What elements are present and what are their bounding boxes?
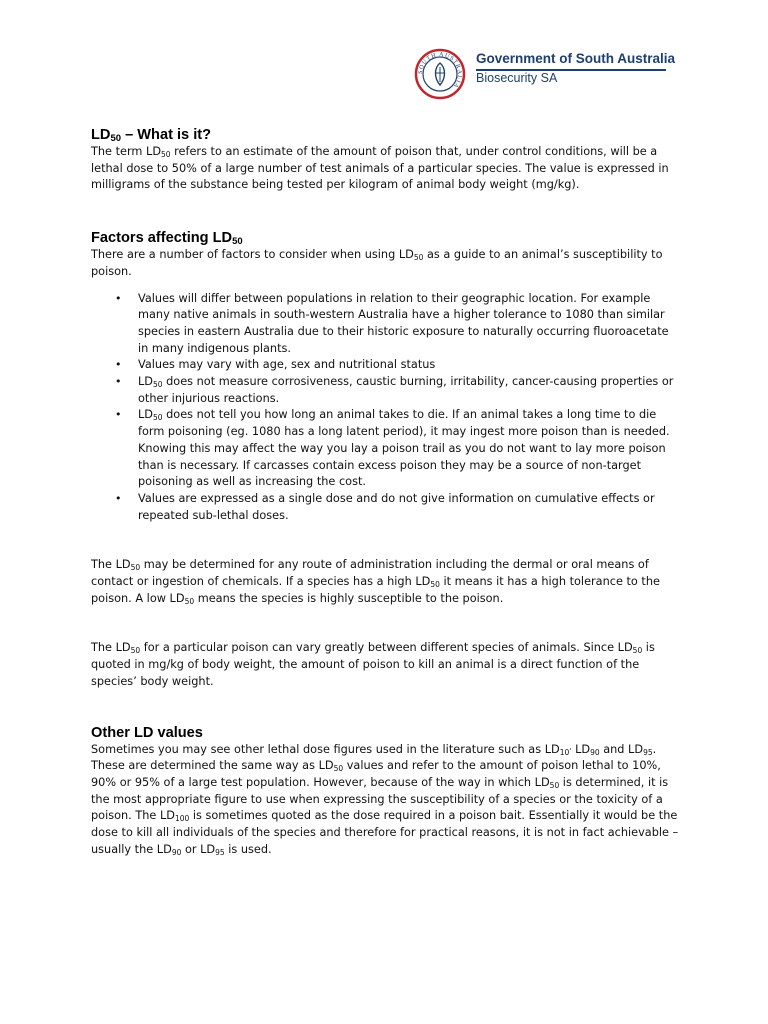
document-body — [91, 126, 681, 859]
list-item: • Values may vary with age, sex and nutritional status — [138, 357, 681, 374]
factors-list — [91, 291, 681, 525]
paragraph-other-ld: Sometimes you may see other lethal dose figures used in the literature such as $LD_{10}^,$ $LD_{90}$ and $LD_{95}$. These are determined the same way as $LD_{50}$ values and refer to the amount of poison lethal to 10%, 90% or 95% of a large test population. However, because of the way in which $LD_{50}$ is determined, it is the most appropriate figure to use when expressing the susceptibility of a species or the toxicity of a poison. The $LD_{100}$ is sometimes quoted as the dose required in a poison bait. Essentially it would be the dose to kill all individuals of the species and therefore for practical reasons, it is not in fact achievable – usually the $LD_{90}$ or $LD_{95}$ is used. — [91, 742, 679, 857]
bullet-icon: • — [115, 375, 122, 389]
heading-what-is-it: $LD_{50}$ – What is it? — [91, 127, 212, 144]
org-name: Government of South Australia — [476, 51, 676, 66]
svg-text:SOUTH AUSTRALIA: SOUTH AUSTRALIA — [417, 51, 463, 90]
paragraph-definition: The term $LD_{50}$ refers to an estimate of the amount of poison that, under control conditions, will be a lethal dose to 50% of a large number of test animals of a particular species. The value is expressed in milligrams of the substance being tested per kilogram of animal body weight (mg/kg). — [91, 145, 669, 192]
list-item: • $LD_{50}$ does not measure corrosiveness, caustic burning, irritability, cancer-causing properties or other injurious reactions. — [115, 375, 674, 405]
government-logo — [414, 48, 674, 100]
list-item: • Values will differ between populations in relation to their geographic location. For example many native animals in south-western Australia have a higher tolerance to 1080 than similar species in eastern Australia due to their historic exposure to naturally occurring fluoroacetate in many indigenous plants. — [115, 291, 669, 355]
state-seal-icon — [414, 48, 466, 100]
bullet-icon: • — [115, 491, 122, 505]
bullet-icon: • — [115, 291, 122, 305]
heading-factors: Factors affecting $LD_{50}$ — [91, 230, 243, 248]
paragraph-species-variation: The $LD_{50}$ for a particular poison can vary greatly between different species of animals. Since $LD_{50}$ is quoted in mg/kg of body weight, the amount of poison to kill an animal is a direct function of the species’ body weight. — [91, 641, 655, 688]
unit-name: Biosecurity SA — [476, 71, 558, 85]
paragraph-route: The $LD_{50}$ may be determined for any route of administration including the dermal or oral means of contact or ingestion of chemicals. If a species has a high $LD_{50}$ it means it has a high tolerance to the poison. A low $LD_{50}$ means the species is highly susceptible to the poison. — [91, 558, 660, 606]
heading-other-ld-values: Other LD values — [91, 724, 203, 741]
list-item: • Values are expressed as a single dose and do not give information on cumulative effects or repeated sub-lethal doses. — [115, 491, 655, 522]
list-item: • $LD_{50}$ does not tell you how long an animal takes to die. If an animal takes a long time to die form poisoning (eg. 1080 has a long latent period), it may ingest more poison than is needed. Knowing this may affect the way you lay a poison trail as you do not want to lay more poison than is necessary. If carcasses contain excess poison they may be a source of non-target poisoning as well as increasing the cost. — [115, 408, 670, 489]
paragraph-factors-intro: There are a number of factors to consider when using $LD_{50}$ as a guide to an animal’s susceptibility to poison. — [91, 248, 663, 278]
bullet-icon: • — [115, 358, 122, 372]
bullet-icon: • — [115, 408, 122, 422]
